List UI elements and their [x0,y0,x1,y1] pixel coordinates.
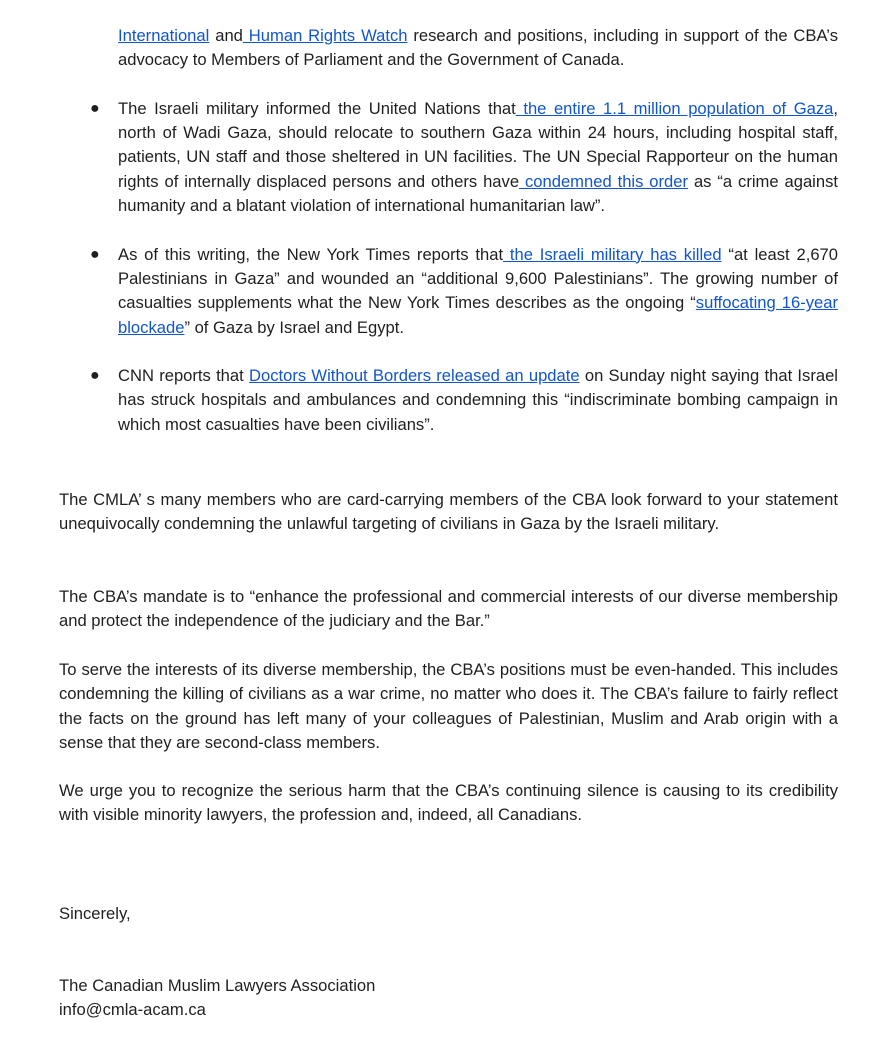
paragraph-cmla-members: The CMLA’ s many members who are card-carrying members of the CBA look forward to your statement unequivocally condemning the unlawful targeting of civilians in Gaza by the Israeli military. [59,490,838,534]
paragraph-even-handed: To serve the interests of its diverse membership, the CBA’s positions must be even-handed. This includes condemning the killing of civilians as a war crime, no matter who does it. The CBA’s failure to fairly reflect the facts on the ground has left many of your colleagues of Palestinian, Muslim and Arab origin with a sense that they are second-class members. [59,660,838,752]
paragraph-cba-mandate: The CBA’s mandate is to “enhance the professional and commercial interests of our diverse membership and protect the independence of the judiciary and the Bar.” [59,587,838,631]
bullet-item-casualties [90,243,839,340]
gaza-population-link[interactable]: the entire 1.1 million population of Gaza [515,98,834,118]
signature-organization: The Canadian Muslim Lawyers Association [59,976,376,995]
doctors-without-borders-link[interactable]: Doctors Without Borders released an update [249,366,580,386]
bullet-item-evacuation-order [90,97,838,218]
human-rights-watch-link[interactable]: Human Rights Watch [242,26,408,45]
bullet-item-continuation [118,24,838,73]
bullet-text: “at least 2,670 Palestinians in Gaza” and wounded an “additional 9,600 Palestinians”. The growing number of casualties supplements what the New York Times describes as the ongoing “ [118,244,838,313]
military-killed-link[interactable]: the Israeli military has killed [503,244,722,264]
paragraph-urge: We urge you to recognize the serious harm that the CBA’s continuing silence is causing to its credibility with visible minority lawyers, the profession and, indeed, all Canadians. [59,781,838,825]
bullet-text: as “a crime against humanity and a blatant violation of international humanitarian law”. [118,171,838,216]
bullet-text: , north of Wadi Gaza, should relocate to southern Gaza within 24 hours, including hospital staff, patients, UN staff and those sheltered in UN facilities. The UN Special Rapporteur on the human rights of internally displaced persons and others have [118,98,838,191]
bullet-item-msf-update [90,364,838,437]
signature-email[interactable]: info@cmla-acam.ca [59,1000,206,1019]
bullet-text: ” of Gaza by Israel and Egypt. [184,317,404,337]
closing-salutation: Sincerely, [59,904,131,923]
amnesty-international-link[interactable]: International [118,26,210,45]
bullet-text: The Israeli military informed the United Nations that [118,98,516,118]
condemned-order-link[interactable]: condemned this order [519,171,689,191]
bullet-list [90,24,839,461]
bullet-dot-icon: ● [90,245,100,263]
bullet-text: CNN reports that [118,366,249,386]
bullet-text: on Sunday night saying that Israel has struck hospitals and ambulances and condemning this “indiscriminate bombing campaign in which most casualties have been civilians”. [118,366,838,434]
blockade-link[interactable]: suffocating 16-year blockade [118,293,839,337]
bullet-text: and [209,26,243,45]
bullet-text: research and positions, including in support of the CBA’s advocacy to Members of Parliament and the Government of Canada. [118,26,838,70]
bullet-text: As of this writing, the New York Times reports that [118,244,504,264]
bullet-dot-icon: ● [90,99,100,117]
bullet-dot-icon: ● [90,367,100,385]
